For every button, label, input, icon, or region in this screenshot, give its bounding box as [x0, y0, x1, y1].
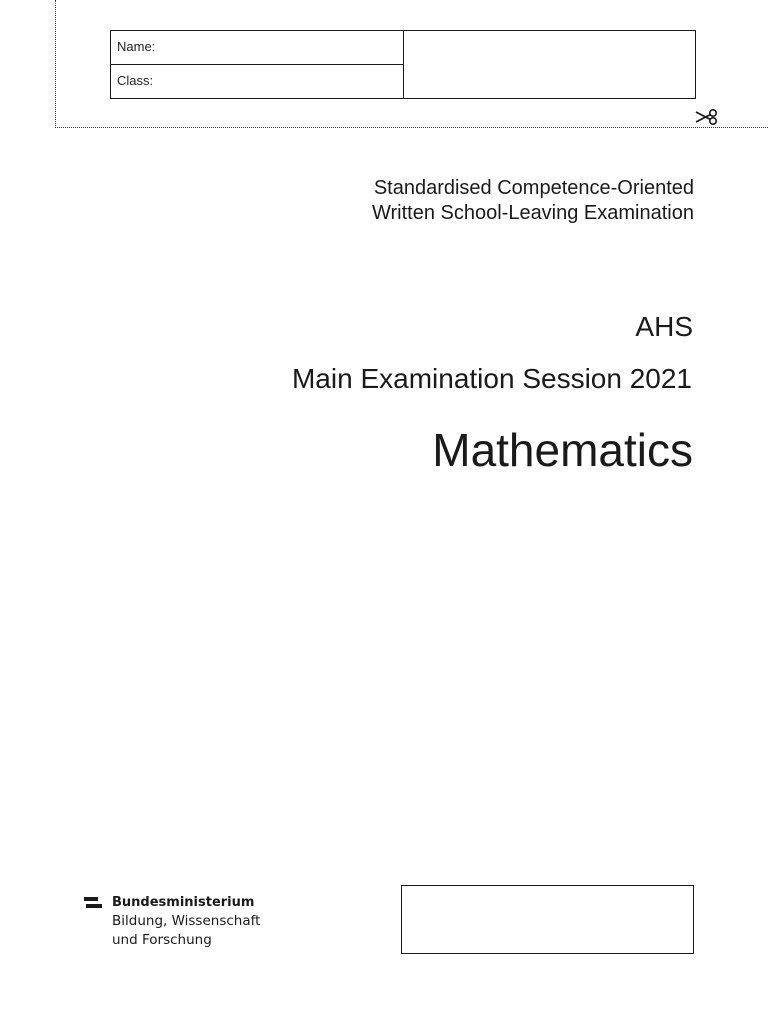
table-divider-horizontal — [111, 64, 403, 65]
ministry-logo — [84, 893, 294, 953]
cut-line-vertical — [55, 0, 56, 128]
name-label: Name: — [117, 39, 156, 54]
name-field[interactable] — [171, 37, 396, 57]
ministry-line3: und Forschung — [112, 932, 212, 948]
school-type: AHS — [635, 311, 693, 342]
subject-title: Mathematics — [432, 424, 693, 476]
ministry-name — [112, 893, 260, 950]
cut-line-horizontal — [55, 127, 768, 128]
ministry-line1: Bundesministerium — [112, 895, 255, 910]
ministry-line2: Bildung, Wissenschaft — [112, 913, 261, 929]
class-field[interactable] — [171, 71, 396, 91]
exam-type-line1: Standardised Competence-Oriented — [373, 177, 694, 199]
exam-type-heading — [372, 176, 694, 226]
id-box[interactable] — [404, 31, 695, 98]
student-id-table — [110, 30, 696, 99]
exam-type-line2: Written School-Leaving Examination — [371, 202, 694, 224]
scissors-icon — [694, 106, 720, 128]
ministry-logo-mark — [84, 897, 102, 909]
exam-session: Main Examination Session 2021 — [291, 363, 692, 394]
code-box[interactable] — [401, 885, 694, 954]
class-label: Class: — [117, 73, 154, 88]
